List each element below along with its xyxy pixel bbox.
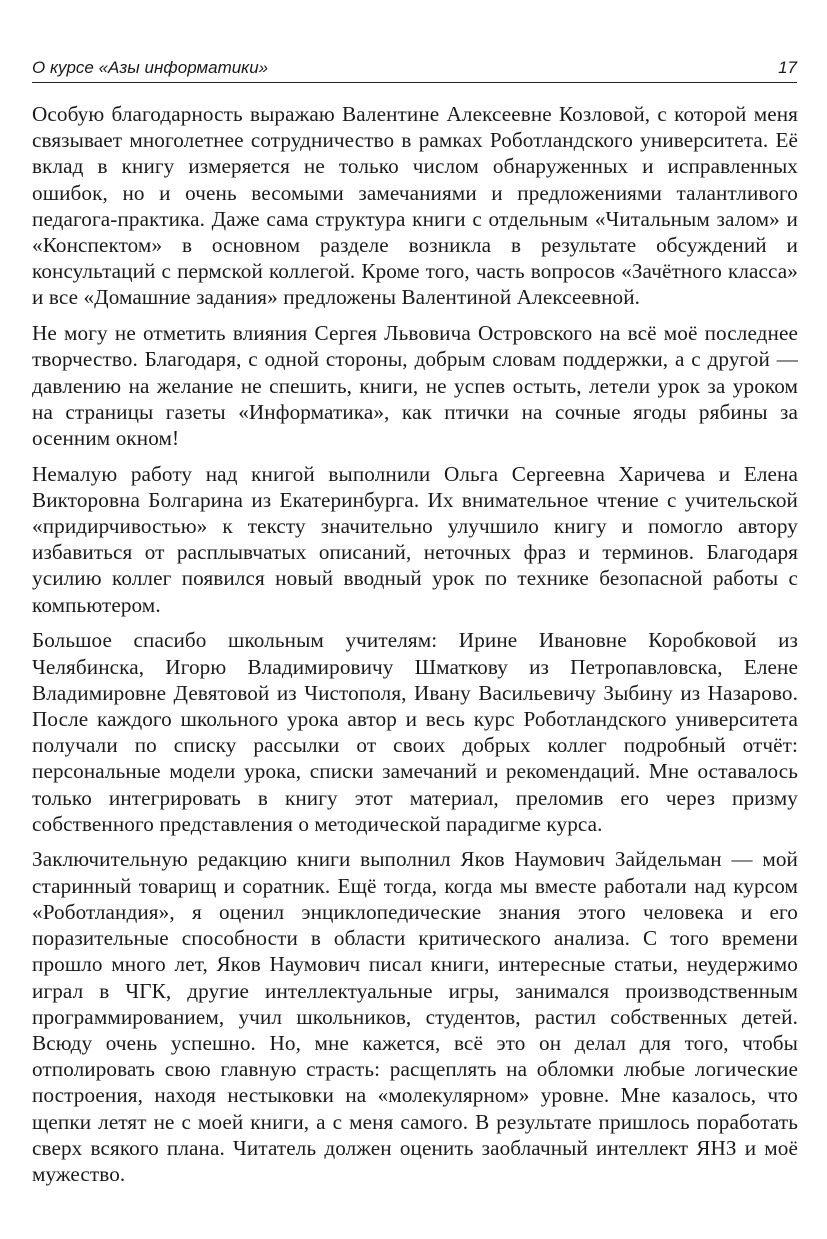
body-text	[32, 101, 798, 1197]
running-header	[32, 56, 797, 83]
paragraph: Особую благодарность выражаю Валентине Алексеевне Козловой, с которой меня связывает многолетнее сотрудничество в рамках Роботландского университета. Её вклад в книгу измеряется не только числом обнаруженных и исправленных ошибок, но и очень весомыми замечаниями и предложениями талантливого педагога-практика. Даже сама структура книги с отдельным «Читальным залом» и «Конспектом» в основном разделе возникла в результате обсуждений и консультаций с пермской коллегой. Кроме того, часть вопросов «Зачётного класса» и все «Домашние задания» предложены Валентиной Алексеевной.	[32, 102, 798, 310]
paragraph: Заключительную редакцию книги выполнил Яков Наумович Зайдельман — мой старинный товарищ и соратник. Ещё тогда, когда мы вместе работали над курсом «Роботландия», я оценил энциклопедические знания этого человека и его поразительные способности в области критического анализа. С того времени прошло много лет, Яков Наумович писал книги, интересные статьи, неудержимо играл в ЧГК, другие интеллектуальные игры, занимался производственным программированием, учил школьников, студентов, растил собственных детей. Всюду очень успешно. Но, мне кажется, всё это он делал для того, чтобы отполировать свою главную страсть: расщеплять на обломки любые логические построения, находя нестыковки на «молекулярном» уровне. Мне казалось, что щепки летят не с моей книги, а с меня самого. В результате пришлось поработать сверх всякого плана. Читатель должен оценить заоблачный интеллект ЯНЗ и моё мужество.	[32, 847, 798, 1186]
header-title: О курсе «Азы информатики»	[32, 58, 269, 77]
page-number: 17	[778, 58, 797, 77]
paragraph: Большое спасибо школьным учителям: Ирине Ивановне Коробковой из Челябинска, Игорю Владимировичу Шматкову из Петропавловска, Елене Владимировне Девятовой из Чистополя, Ивану Васильевичу Зыбину из Назарово. После каждого школьного урока автор и весь курс Роботландского университета получали по списку рассылки от своих добрых коллег подробный отчёт: персональные модели урока, списки замечаний и рекомендаций. Мне оставалось только интегрировать в книгу этот материал, преломив его через призму собственного представления о методической парадигме курса.	[32, 628, 798, 836]
paragraph: Не могу не отметить влияния Сергея Львовича Островского на всё моё последнее творчество. Благодаря, с одной стороны, добрым словам поддержки, а с другой — давлению на желание не спешить, книги, не успев остыть, летели урок за уроком на страницы газеты «Информатика», как птички на сочные ягоды рябины за осенним окном!	[32, 321, 798, 450]
paragraph: Немалую работу над книгой выполнили Ольга Сергеевна Харичева и Елена Викторовна Болгарина из Екатеринбурга. Их внимательное чтение с учительской «придирчивостью» к тексту значительно улучшило книгу и помогло автору избавиться от расплывчатых описаний, неточных фраз и терминов. Благодаря усилию коллег появился новый вводный урок по технике безопасной работы с компьютером.	[32, 461, 798, 617]
